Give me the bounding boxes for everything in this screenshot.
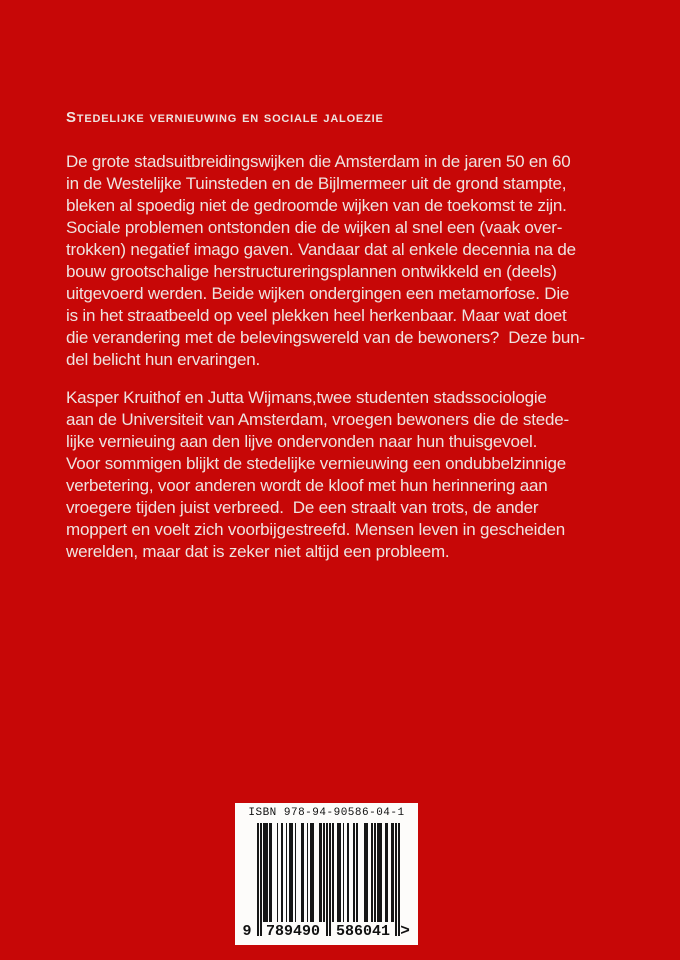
ean13-bars	[257, 823, 400, 937]
text-line: vroegere tijden juist verbreed. De een straalt van trots, de ander	[66, 498, 539, 517]
barcode-digits-right-group: 586041	[333, 923, 393, 940]
isbn-barcode	[235, 803, 418, 945]
text-line: werelden, maar dat is zeker niet altijd een probleem.	[66, 542, 450, 561]
text-line: lijke vernieuing aan den lijve ondervonden naar hun thuisgevoel.	[66, 432, 538, 451]
text-line: De grote stadsuitbreidingswijken die Amsterdam in de jaren 50 en 60	[66, 152, 571, 171]
text-line: uitgevoerd werden. Beide wijken ondergingen een metamorfose. Die	[66, 284, 570, 303]
barcode-digits-left-group: 789490	[263, 923, 323, 940]
text-line: Sociale problemen ontstonden die de wijken al snel een (vaak over-	[66, 218, 563, 237]
text-line: aan de Universiteit van Amsterdam, vroegen bewoners die de stede-	[66, 410, 569, 429]
text-line: bleken al spoedig niet de gedroomde wijken van de toekomst te zijn.	[66, 196, 567, 215]
blurb-paragraph-2	[66, 387, 586, 563]
text-line: is in het straatbeeld op veel plekken heel herkenbaar. Maar wat doet	[66, 306, 567, 325]
text-line: trokken) negatief imago gaven. Vandaar dat al enkele decennia na de	[66, 240, 576, 259]
barcode-bar	[398, 823, 400, 936]
text-line: bouw grootschalige herstructureringsplannen ontwikkeld en (deels)	[66, 262, 557, 281]
text-line: Voor sommigen blijkt de stedelijke vernieuwing een ondubbelzinnige	[66, 454, 566, 473]
text-line: verbetering, voor anderen wordt de kloof met hun herinnering aan	[66, 476, 548, 495]
text-line: die verandering met de belevingswereld van de bewoners? Deze bun-	[66, 328, 585, 347]
isbn-number-label: ISBN 978-94-90586-04-1	[248, 807, 405, 819]
text-line: del belicht hun ervaringen.	[66, 350, 261, 369]
blurb-paragraph-1	[66, 151, 586, 371]
text-line: moppert en voelt zich voorbijgestreefd. Mensen leven in gescheiden	[66, 520, 565, 539]
text-line: in de Westelijke Tuinsteden en de Bijlmermeer uit de grond stampte,	[66, 174, 567, 193]
text-line: Kasper Kruithof en Jutta Wijmans,twee studenten stadssociologie	[66, 388, 547, 407]
book-title: Stedelijke vernieuwing en sociale jaloezie	[66, 109, 384, 126]
barcode-digit-leading: 9	[242, 923, 252, 940]
barcode-quiet-zone-arrow-icon: >	[400, 922, 410, 940]
